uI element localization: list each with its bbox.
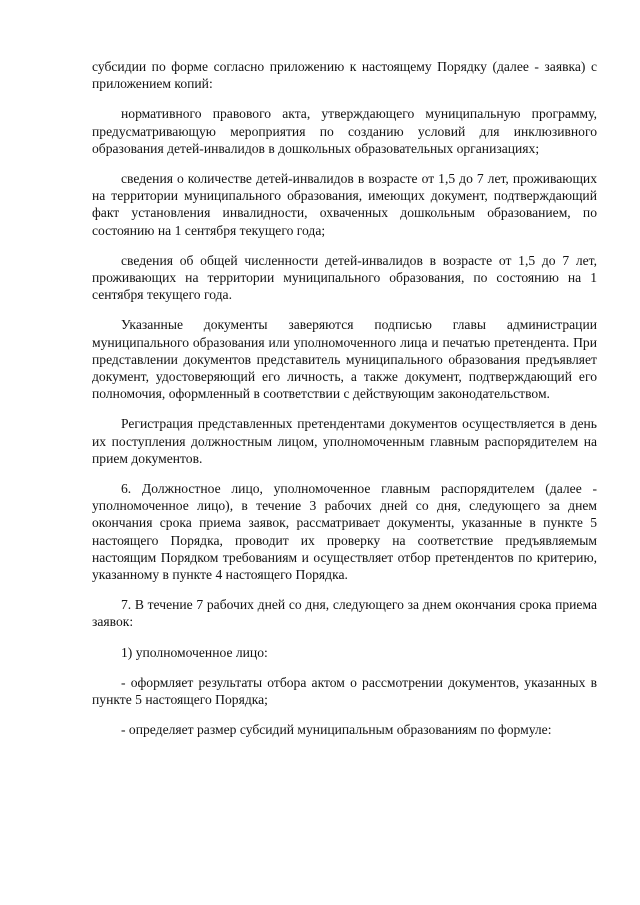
paragraph-item-7: 7. В течение 7 рабочих дней со дня, следующего за днем окончания срока приема заявок: bbox=[92, 597, 597, 630]
paragraph-children-count: сведения о количестве детей-инвалидов в возрасте от 1,5 до 7 лет, проживающих на территории муниципального образования, имеющих документ, подтверждающий факт установления инвалидности, охваченных дошкольным образованием, по состоянию на 1 сентября текущего года; bbox=[92, 171, 597, 238]
document-body bbox=[92, 58, 597, 752]
paragraph-normative-act: нормативного правового акта, утверждающего муниципальную программу, предусматривающую мероприятия по созданию условий для инклюзивного образования детей-инвалидов в дошкольных образовательных организациях; bbox=[92, 106, 597, 156]
paragraph-documents-certified: Указанные документы заверяются подписью главы администрации муниципального образования или уполномоченного лица и печатью претендента. При представлении документов представитель муниципального образования предъявляет документ, удостоверяющий его личность, а также документ, подтверждающий его полномочия, оформленный в соответствии с действующим законодательством. bbox=[92, 317, 597, 402]
paragraph-registration: Регистрация представленных претендентами документов осуществляется в день их поступления должностным лицом, уполномоченным главным распорядителем на прием документов. bbox=[92, 416, 597, 466]
paragraph-dash-results: - оформляет результаты отбора актом о рассмотрении документов, указанных в пункте 5 настоящего Порядка; bbox=[92, 674, 597, 708]
paragraph-item-7-1: 1) уполномоченное лицо: bbox=[121, 644, 268, 660]
paragraph-total-children: сведения об общей численности детей-инвалидов в возрасте от 1,5 до 7 лет, проживающих на территории муниципального образования, по состоянию на 1 сентября текущего года. bbox=[92, 252, 597, 303]
paragraph-continuation: субсидии по форме согласно приложению к настоящему Порядку (далее - заявка) с приложением копий: bbox=[92, 59, 597, 92]
paragraph-dash-formula: - определяет размер субсидий муниципальным образованиям по формуле: bbox=[121, 722, 552, 738]
paragraph-item-6: 6. Должностное лицо, уполномоченное главным распорядителем (далее - уполномоченное лицо), в течение 3 рабочих дней со дня, следующего за днем окончания срока приема заявок, рассматривает документы, указанные в пункте 5 настоящего Порядка, проводит их проверку на соответствие предъявляемым настоящим Порядком требованиям и осуществляет отбор претендентов по критерию, указанному в пункте 4 настоящего Порядка. bbox=[92, 481, 597, 583]
